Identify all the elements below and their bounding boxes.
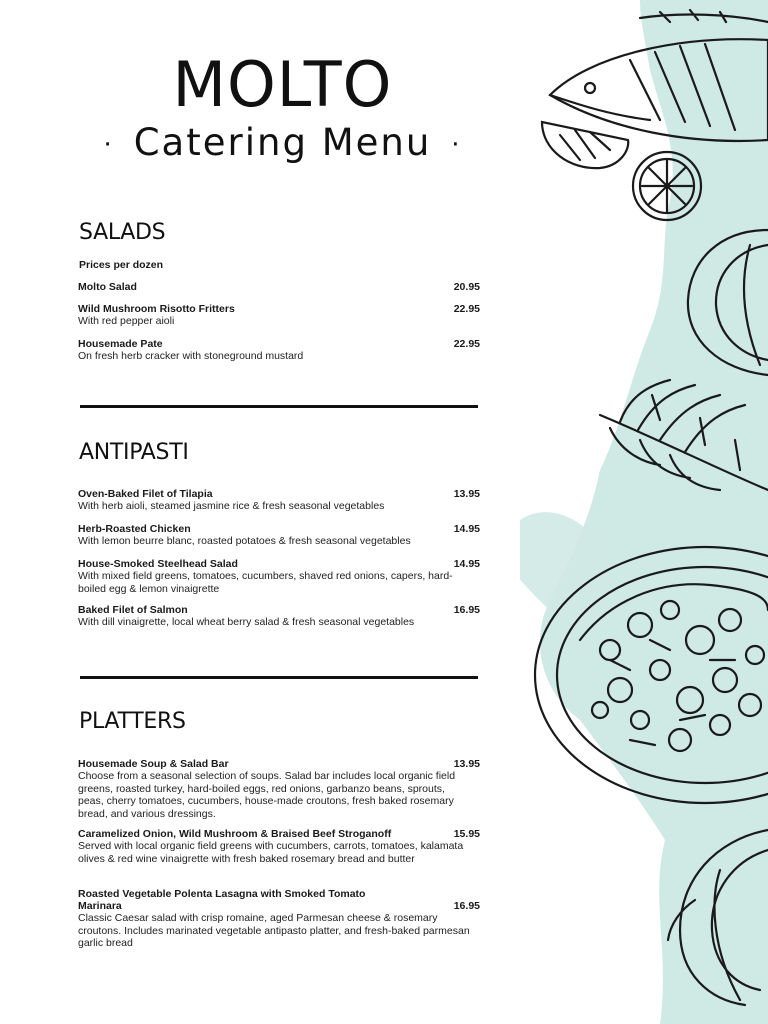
item-name: Roasted Vegetable Polenta Lasagna with Smoked Tomato Marinara [78, 888, 366, 912]
item-name: Oven-Baked Filet of Tilapia [78, 488, 213, 500]
item-description: With dill vinaigrette, local wheat berry salad & fresh seasonal vegetables [78, 616, 415, 628]
item-price: 15.95 [453, 828, 480, 840]
item-price: 14.95 [453, 523, 480, 535]
menu-subtitle-row [0, 120, 565, 168]
item-price: 22.95 [453, 303, 480, 315]
menu-item [78, 338, 480, 363]
food-illustrations [520, 0, 768, 1024]
item-description: Served with local organic field greens with cucumbers, carrots, tomatoes, kalamata olives & red wine vinaigrette with fresh baked rosemary bread and butter [78, 840, 464, 865]
menu-item [78, 303, 480, 328]
menu-item [78, 604, 480, 629]
subtitle-dot-right: · [451, 129, 462, 160]
item-name: House-Smoked Steelhead Salad [78, 558, 238, 570]
section-note-salads: Prices per dozen [79, 259, 164, 271]
menu-subtitle: Catering Menu [133, 121, 432, 164]
item-description: With lemon beurre blanc, roasted potatoes & fresh seasonal vegetables [78, 535, 411, 547]
item-description: Choose from a seasonal selection of soups. Salad bar includes local organic field greens, roasted turkey, hard-boiled eggs, red onions, garbanzo beans, sprouts, peas, cherry tomatoes, cucumbers, house-made croutons, fresh baked rosemary bread, and various dressings. [78, 770, 456, 820]
item-price: 13.95 [453, 488, 480, 500]
menu-item [78, 758, 480, 820]
item-description: With red pepper aioli [78, 315, 175, 327]
item-description: With mixed field greens, tomatoes, cucumbers, shaved red onions, capers, hard-boiled egg & lemon vinaigrette [78, 570, 453, 595]
section-title-salads: SALADS [79, 220, 166, 245]
item-price: 16.95 [453, 900, 480, 912]
item-description: On fresh herb cracker with stoneground mustard [78, 350, 304, 362]
item-description: With herb aioli, steamed jasmine rice & fresh seasonal vegetables [78, 500, 385, 512]
item-description: Classic Caesar salad with crisp romaine, aged Parmesan cheese & rosemary croutons. Includes marinated vegetable antipasto platter, and fresh-baked parmesan garlic bread [78, 912, 470, 949]
section-title-antipasti: ANTIPASTI [79, 440, 189, 465]
menu-item [78, 558, 480, 595]
item-name: Baked Filet of Salmon [78, 604, 188, 616]
item-price: 13.95 [453, 758, 480, 770]
item-name: Wild Mushroom Risotto Fritters [78, 303, 235, 315]
section-title-platters: PLATTERS [79, 709, 186, 734]
item-name: Caramelized Onion, Wild Mushroom & Braised Beef Stroganoff [78, 828, 392, 840]
menu-item [78, 488, 480, 513]
menu-item [78, 523, 480, 548]
item-price: 16.95 [453, 604, 480, 616]
item-price: 14.95 [453, 558, 480, 570]
item-name: Housemade Soup & Salad Bar [78, 758, 229, 770]
item-name: Housemade Pate [78, 338, 163, 350]
item-price: 22.95 [453, 338, 480, 350]
menu-item [78, 888, 480, 950]
menu-item [78, 281, 480, 293]
section-divider [80, 676, 478, 679]
subtitle-dot-left: · [103, 129, 114, 160]
menu-item [78, 828, 480, 865]
item-name: Herb-Roasted Chicken [78, 523, 191, 535]
item-name: Molto Salad [78, 281, 137, 293]
item-price: 20.95 [453, 281, 480, 293]
section-divider [80, 405, 478, 408]
menu-title: MOLTO [172, 48, 393, 121]
